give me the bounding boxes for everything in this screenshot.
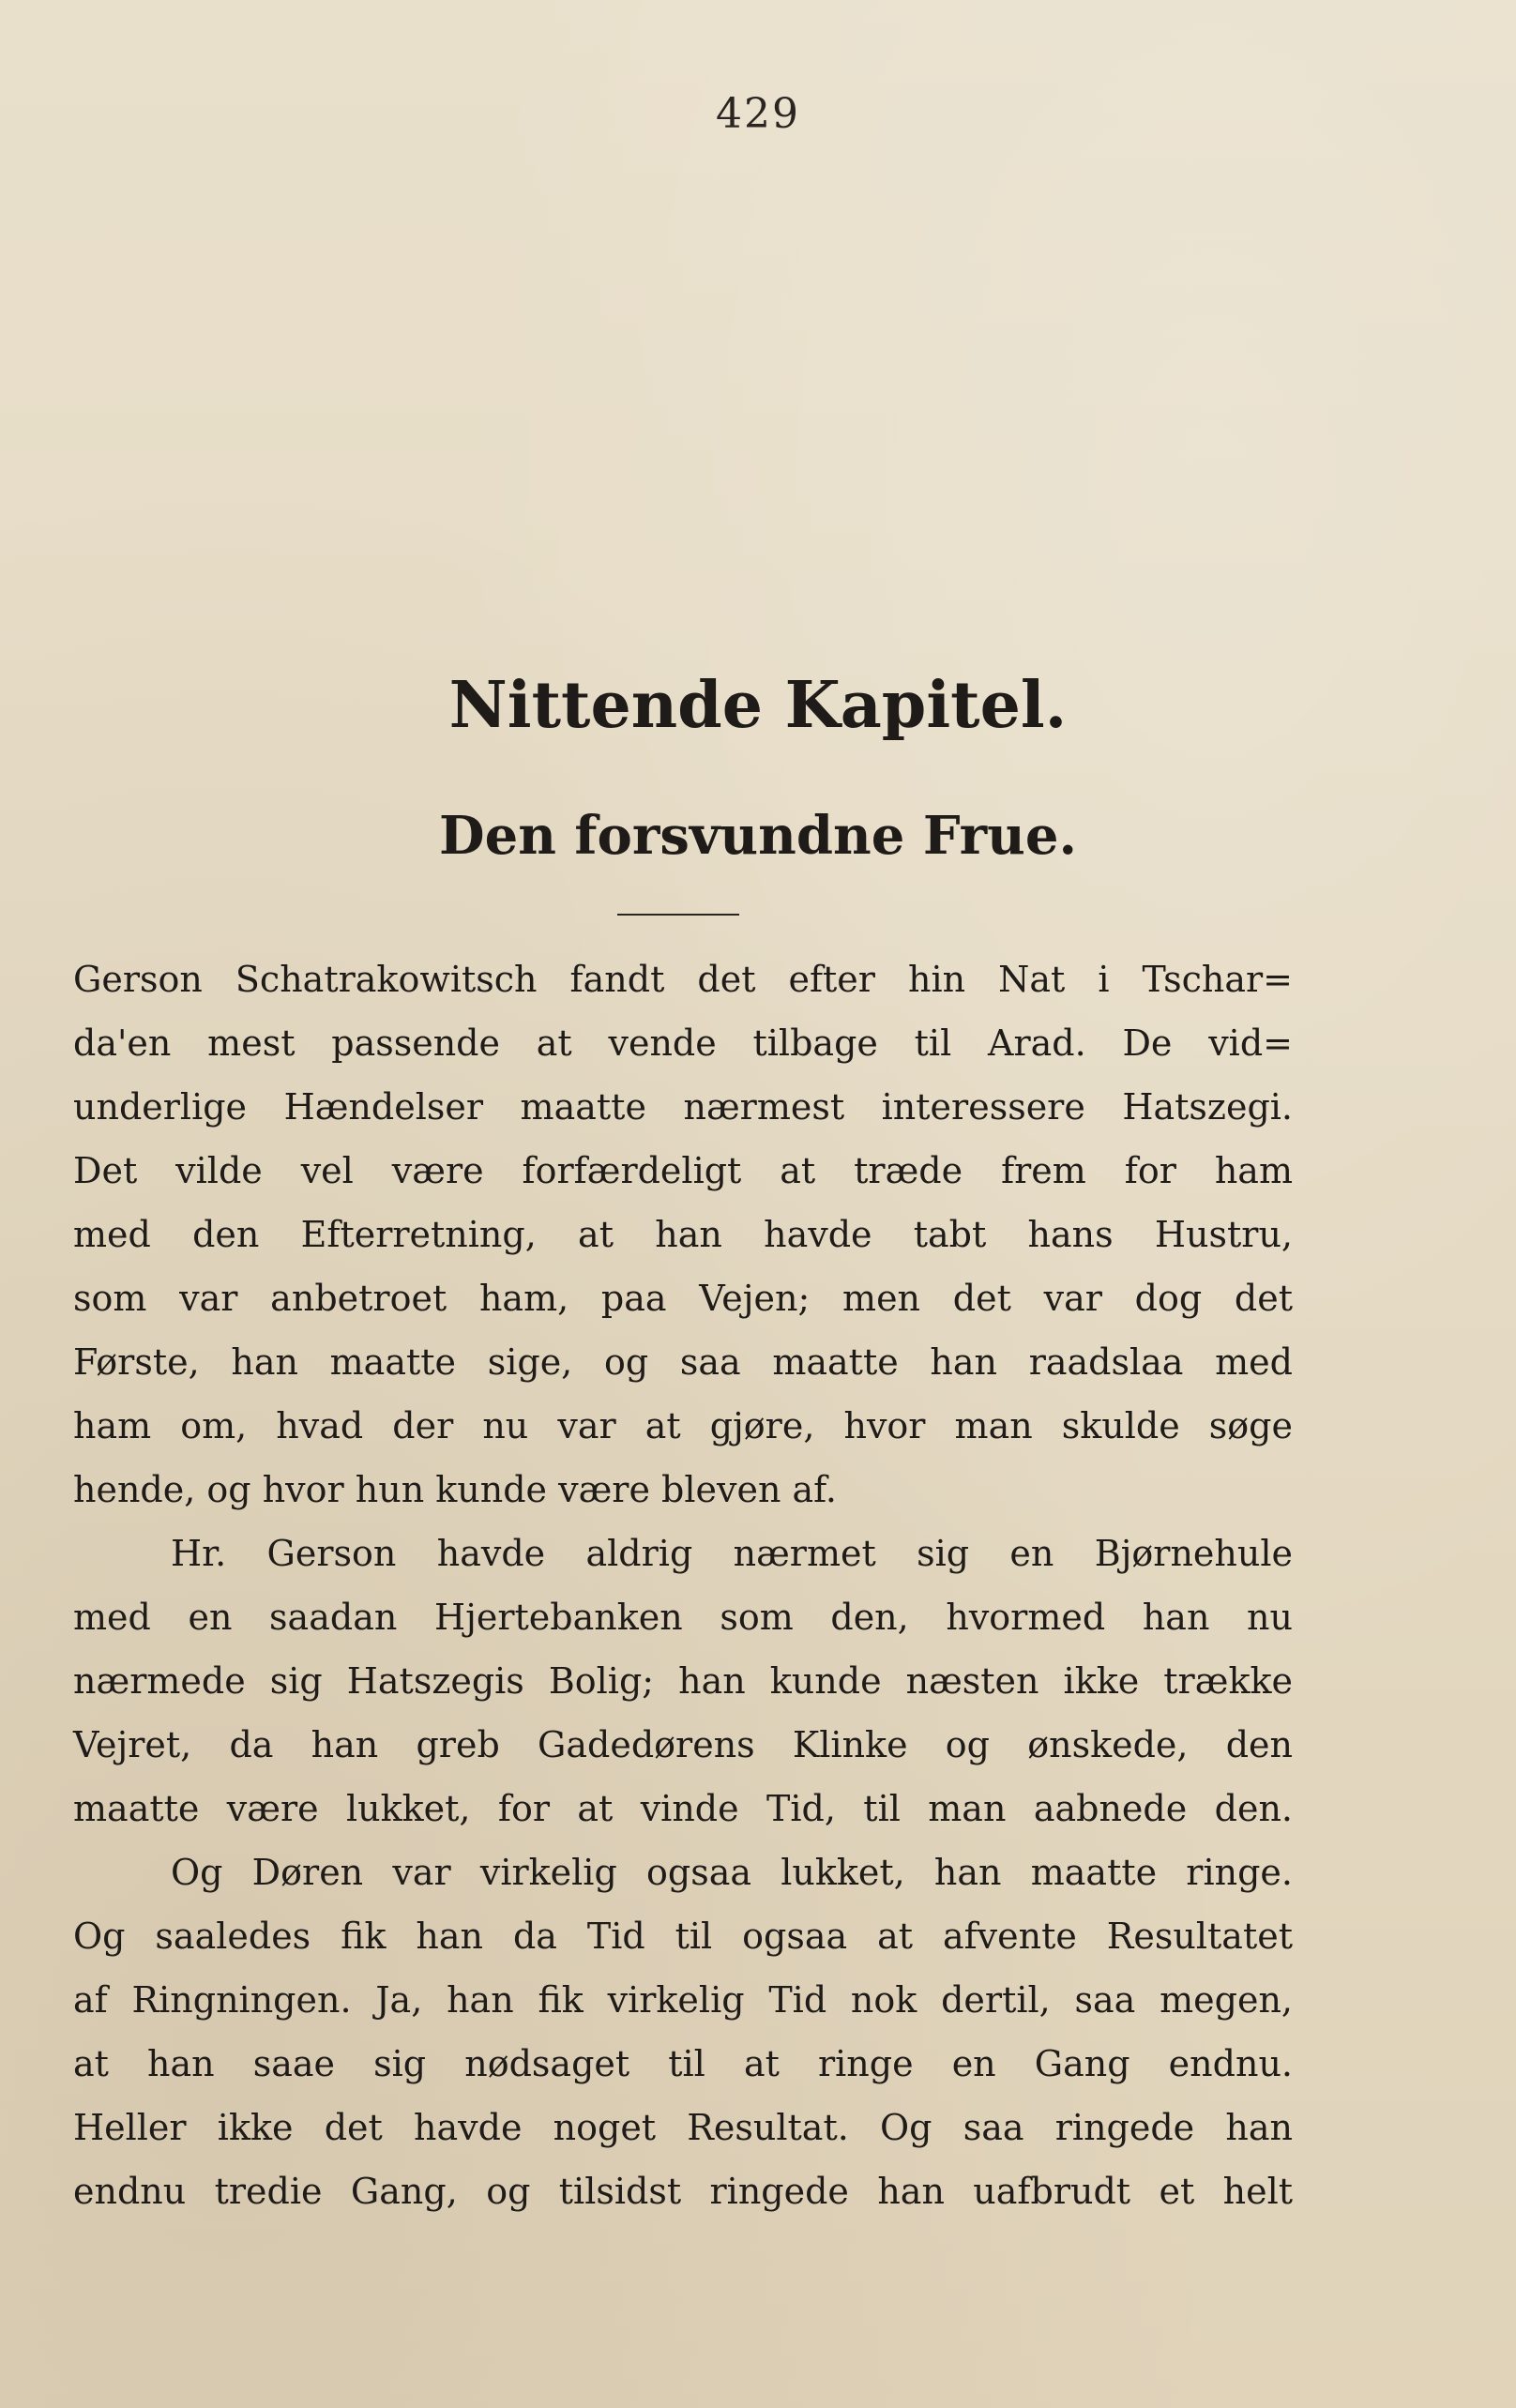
text-line: som var anbetroet ham, paa Vejen; men det var dog det	[73, 1278, 1293, 1319]
text-line: hende, og hvor hun kunde være bleven af.	[73, 1469, 837, 1510]
text-line: nærmede sig Hatszegis Bolig; han kunde næsten ikke trække	[73, 1660, 1293, 1702]
page-number: 429	[716, 90, 800, 138]
text-line: af Ringningen. Ja, han fik virkelig Tid nok dertil, saa megen,	[73, 1979, 1293, 2021]
text-line: endnu tredie Gang, og tilsidst ringede han uafbrudt et helt	[73, 2171, 1293, 2212]
text-line: ham om, hvad der nu var at gjøre, hvor man skulde søge	[73, 1405, 1293, 1446]
text-line: da'en mest passende at vende tilbage til Arad. De vid=	[73, 1022, 1293, 1064]
body-text	[73, 947, 1293, 2223]
text-line: Første, han maatte sige, og saa maatte han raadslaa med	[73, 1341, 1293, 1383]
text-line: at han saae sig nødsaget til at ringe en Gang endnu.	[73, 2043, 1293, 2084]
text-line: Hr. Gerson havde aldrig nærmet sig en Bjørnehule	[171, 1533, 1293, 1574]
text-line: Det vilde vel være forfærdeligt at træde frem for ham	[73, 1150, 1293, 1191]
text-line: med den Efterretning, at han havde tabt hans Hustru,	[73, 1214, 1293, 1255]
text-line: Vejret, da han greb Gadedørens Klinke og ønskede, den	[73, 1724, 1293, 1765]
title-divider	[617, 914, 739, 916]
text-line: Heller ikke det havde noget Resultat. Og saa ringede han	[73, 2107, 1293, 2148]
chapter-title: Nittende Kapitel.	[448, 668, 1068, 743]
text-line: med en saadan Hjertebanken som den, hvormed han nu	[73, 1597, 1293, 1638]
text-line: Og saaledes fik han da Tid til ogsaa at afvente Resultatet	[73, 1916, 1293, 1957]
text-line: Og Døren var virkelig ogsaa lukket, han maatte ringe.	[171, 1852, 1293, 1893]
text-line: Gerson Schatrakowitsch fandt det efter hin Nat i Tschar=	[73, 959, 1293, 1000]
text-line: underlige Hændelser maatte nærmest interessere Hatszegi.	[73, 1086, 1293, 1128]
chapter-subtitle: Den forsvundne Frue.	[439, 805, 1077, 867]
text-line: maatte være lukket, for at vinde Tid, til man aabnede den.	[73, 1788, 1293, 1829]
